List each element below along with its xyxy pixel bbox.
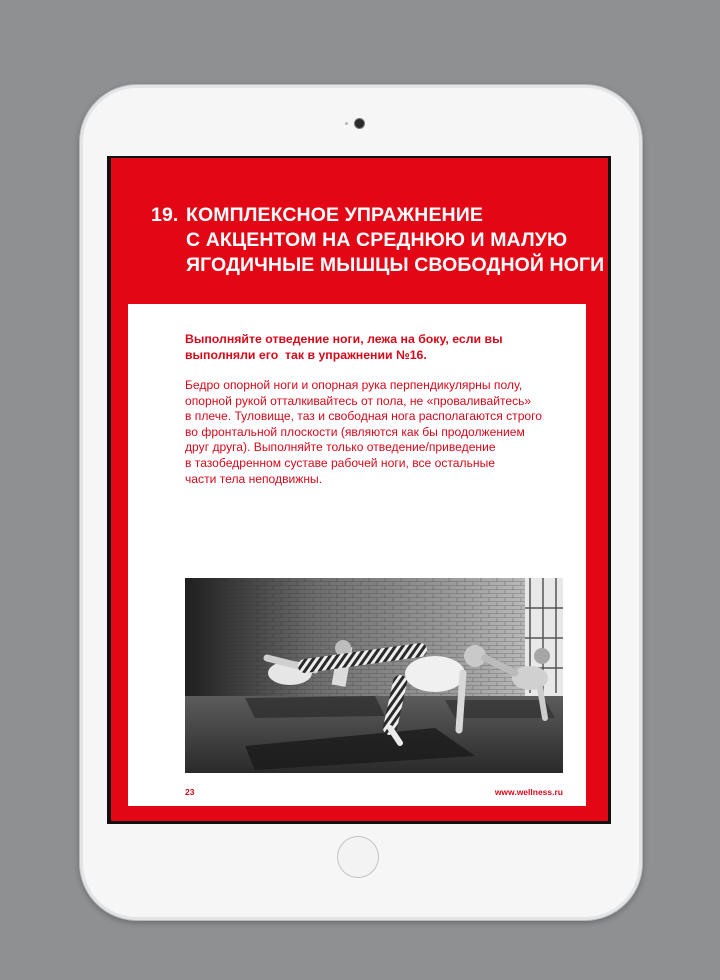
camera-icon	[354, 118, 365, 129]
light-sensor	[345, 122, 348, 125]
exercise-number: 19.	[151, 204, 179, 226]
exercise-photo-image	[185, 578, 563, 773]
site-url[interactable]: www.wellness.ru	[494, 787, 563, 797]
body-paragraph: Бедро опорной ноги и опорная рука перпендикулярны полу, опорной рукой отталкивайтесь от пола, не «проваливайтесь» в плече. Туловище, таз и свободная нога располагаются строго во фронтальной плоскости (являются как бы продолжением друг друга). Выполняйте только отведение/приведение в тазобедренном суставе рабочей ноги, все остальные части тела неподвижны.	[185, 378, 543, 486]
page-number: 23	[185, 787, 195, 797]
exercise-photo	[185, 578, 563, 773]
home-button[interactable]	[337, 836, 379, 878]
lead-paragraph: Выполняйте отведение ноги, лежа на боку, если вы выполняли его так в упражнении №16.	[185, 332, 503, 362]
exercise-title: КОМПЛЕКСНОЕ УПРАЖНЕНИЕ С АКЦЕНТОМ НА СРЕДНЮЮ И МАЛУЮ ЯГОДИЧНЫЕ МЫШЦЫ СВОБОДНОЙ НОГИ	[186, 204, 605, 276]
